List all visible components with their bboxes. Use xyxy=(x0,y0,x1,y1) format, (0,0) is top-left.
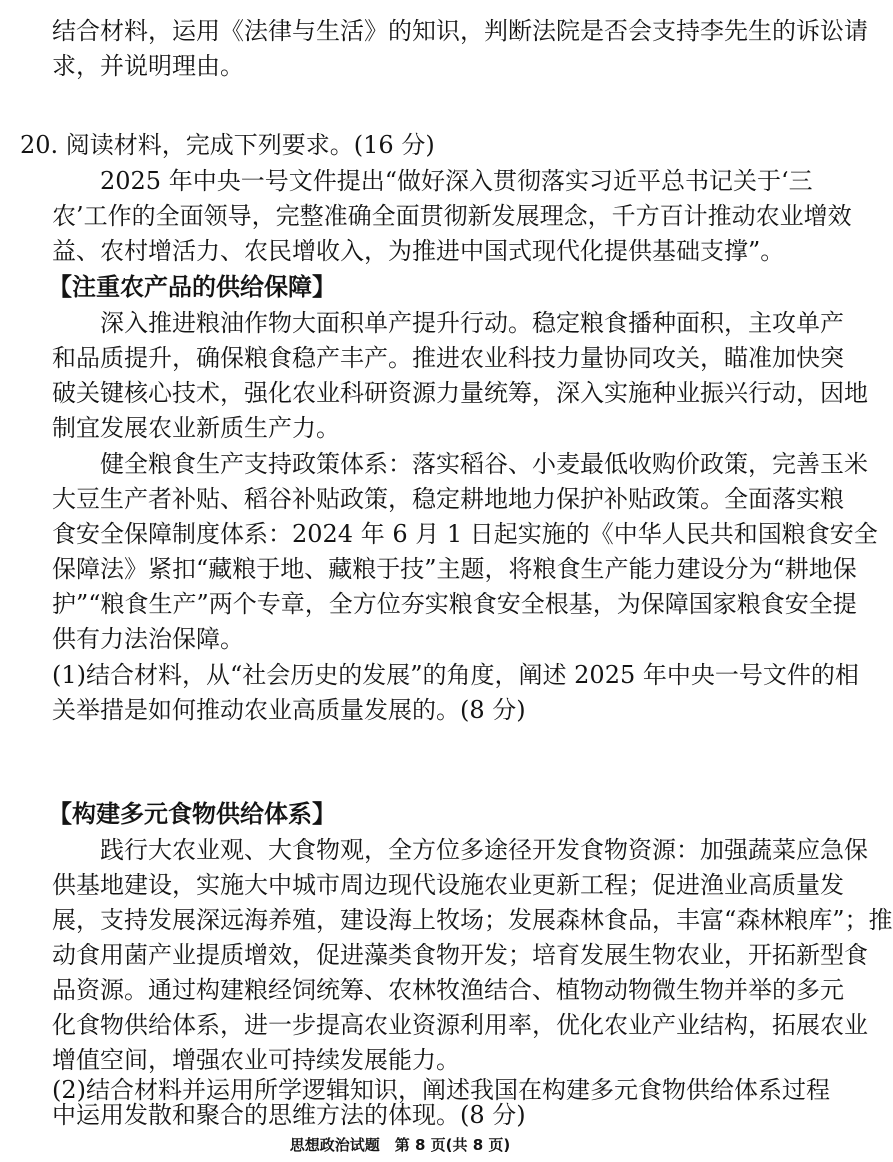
paragraph-4-line: 供基地建设，实施大中城市周边现代设施农业更新工程；促进渔业高质量发 xyxy=(52,871,844,899)
sub-question-2-line: (2)结合材料并运用所学逻辑知识，阐述我国在构建多元食物供给体系过程 xyxy=(52,1076,830,1104)
paragraph-4-line: 品资源。通过构建粮经饲统筹、农林牧渔结合、植物动物微生物并举的多元 xyxy=(52,976,844,1004)
paragraph-3-line: 护”“粮食生产”两个专章，全方位夯实粮食安全根基，为保障国家粮食安全提 xyxy=(52,590,857,618)
paragraph-3-line: 供有力法治保障。 xyxy=(52,625,244,653)
paragraph-3-line: 食安全保障制度体系：2024 年 6 月 1 日起实施的《中华人民共和国粮食安全 xyxy=(52,520,878,548)
sub-question-2-line: 中运用发散和聚合的思维方法的体现。(8 分) xyxy=(52,1101,526,1129)
paragraph-1-line: 农’工作的全面领导，完整准确全面贯彻新发展理念，千方百计推动农业增效 xyxy=(52,202,852,230)
intro-line-2: 求，并说明理由。 xyxy=(52,52,244,80)
section-heading-supply: 【注重农产品的供给保障】 xyxy=(48,273,336,301)
paragraph-3-line: 保障法》紧扣“藏粮于地、藏粮于技”主题，将粮食生产能力建设分为“耕地保 xyxy=(52,555,857,583)
paragraph-3-line: 大豆生产者补贴、稻谷补贴政策，稳定耕地地力保护补贴政策。全面落实粮 xyxy=(52,485,844,513)
section-heading-food-system: 【构建多元食物供给体系】 xyxy=(48,800,336,828)
sub-question-1-line: (1)结合材料，从“社会历史的发展”的角度，阐述 2025 年中央一号文件的相 xyxy=(52,661,859,689)
paragraph-4-line: 践行大农业观、大食物观，全方位多途径开发食物资源：加强蔬菜应急保 xyxy=(100,836,868,864)
paragraph-4-line: 化食物供给体系，进一步提高农业资源利用率，优化农业产业结构，拓展农业 xyxy=(52,1011,868,1039)
paragraph-2-line: 和品质提升，确保粮食稳产丰产。推进农业科技力量协同攻关，瞄准加快突 xyxy=(52,344,844,372)
question-20-title: 20. 阅读材料，完成下列要求。(16 分) xyxy=(20,131,435,159)
paragraph-2-line: 破关键核心技术，强化农业科研资源力量统筹，深入实施种业振兴行动，因地 xyxy=(52,379,868,407)
paragraph-2-line: 制宜发展农业新质生产力。 xyxy=(52,414,340,442)
paragraph-2-line: 深入推进粮油作物大面积单产提升行动。稳定粮食播种面积，主攻单产 xyxy=(100,309,844,337)
page-footer: 思想政治试题 第 8 页(共 8 页) xyxy=(289,1136,511,1154)
paragraph-4-line: 动食用菌产业提质增效，促进藻类食物开发；培育发展生物农业，开拓新型食 xyxy=(52,941,868,969)
sub-question-1-line: 关举措是如何推动农业高质量发展的。(8 分) xyxy=(52,696,526,724)
intro-line-1: 结合材料，运用《法律与生活》的知识，判断法院是否会支持李先生的诉讼请 xyxy=(52,17,868,45)
paragraph-4-line: 展，支持发展深远海养殖，建设海上牧场；发展森林食品，丰富“森林粮库”；推 xyxy=(52,906,893,934)
paragraph-1-line: 2025 年中央一号文件提出“做好深入贯彻落实习近平总书记关于‘三 xyxy=(100,167,813,195)
paragraph-4-line: 增值空间，增强农业可持续发展能力。 xyxy=(52,1046,460,1074)
paragraph-3-line: 健全粮食生产支持政策体系：落实稻谷、小麦最低收购价政策，完善玉米 xyxy=(100,450,868,478)
paragraph-1-line: 益、农村增活力、农民增收入，为推进中国式现代化提供基础支撑”。 xyxy=(52,237,785,265)
